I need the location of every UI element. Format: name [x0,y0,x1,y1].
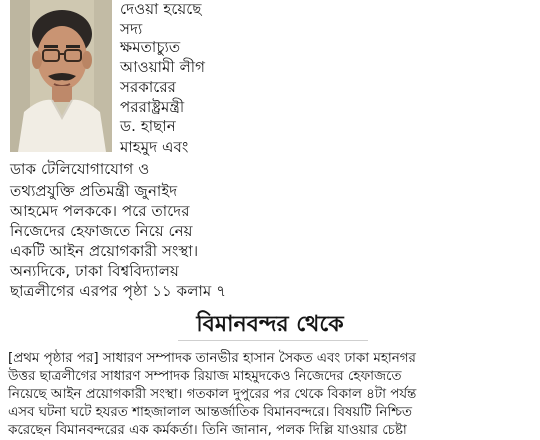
headline-underline [178,340,368,341]
article-line: ড. হাছান [120,117,176,135]
article-line: একটি আইন প্রয়োগকারী সংস্থা। [10,242,199,260]
body-line: উত্তর ছাত্রলীগের সাধারণ সম্পাদক রিয়াজ মাহমুদকেও নিজেদের হেফাজতে [8,369,402,384]
body-line [8,352,416,365]
portrait-photo [10,0,112,152]
article-line: ডাক টেলিযোগাযোগ ও [10,160,150,178]
article-line: নিজেদের হেফাজতে নিয়ে নেয় [10,222,193,240]
article-line: আওয়ামী লীগ [120,58,206,76]
article-line: দেওয়া হয়েছে [120,0,202,18]
portrait-illustration [10,0,112,152]
article-line: ক্ষমতাচ্যুত [120,38,181,56]
article-line: তথ্যপ্রযুক্তি প্রতিমন্ত্রী জুনাইদ [10,182,178,200]
article-line: মাহমুদ এবং [120,138,189,156]
article-line: অন্যদিকে, ঢাকা বিশ্ববিদ্যালয় [10,262,179,280]
body-line: নিয়েছে আইন প্রয়োগকারী সংস্থা। গতকাল দুপুরের পর থেকে বিকাল ৪টা পর্যন্ত [8,387,417,402]
continuation-tag: [প্রথম পৃষ্ঠার পর] [8,351,99,366]
continuation-headline: বিমানবন্দর থেকে [196,312,344,337]
article-line: সরকারের [120,78,177,96]
body-line: করেছেন বিমানবন্দরের এক কর্মকর্তা। তিনি জানান, পলক দিল্লি যাওয়ার চেষ্টা [8,423,407,438]
article-line: ছাত্রলীগের এরপর পৃষ্ঠা ১১ কলাম ৭ [10,282,227,300]
body-line: এসব ঘটনা ঘটে হযরত শাহজালাল আন্তর্জাতিক বিমানবন্দরে। বিষয়টি নিশ্চিত [8,405,412,420]
article-line: পররাষ্ট্রমন্ত্রী [120,98,185,116]
body-line-rest: সাধারণ সম্পাদক তানভীর হাসান সৈকত এবং ঢাকা মহানগর [102,351,416,366]
article-line: আহমেদ পলককে। পরে তাদের [10,202,190,220]
article-line: সদ্য [120,20,143,38]
